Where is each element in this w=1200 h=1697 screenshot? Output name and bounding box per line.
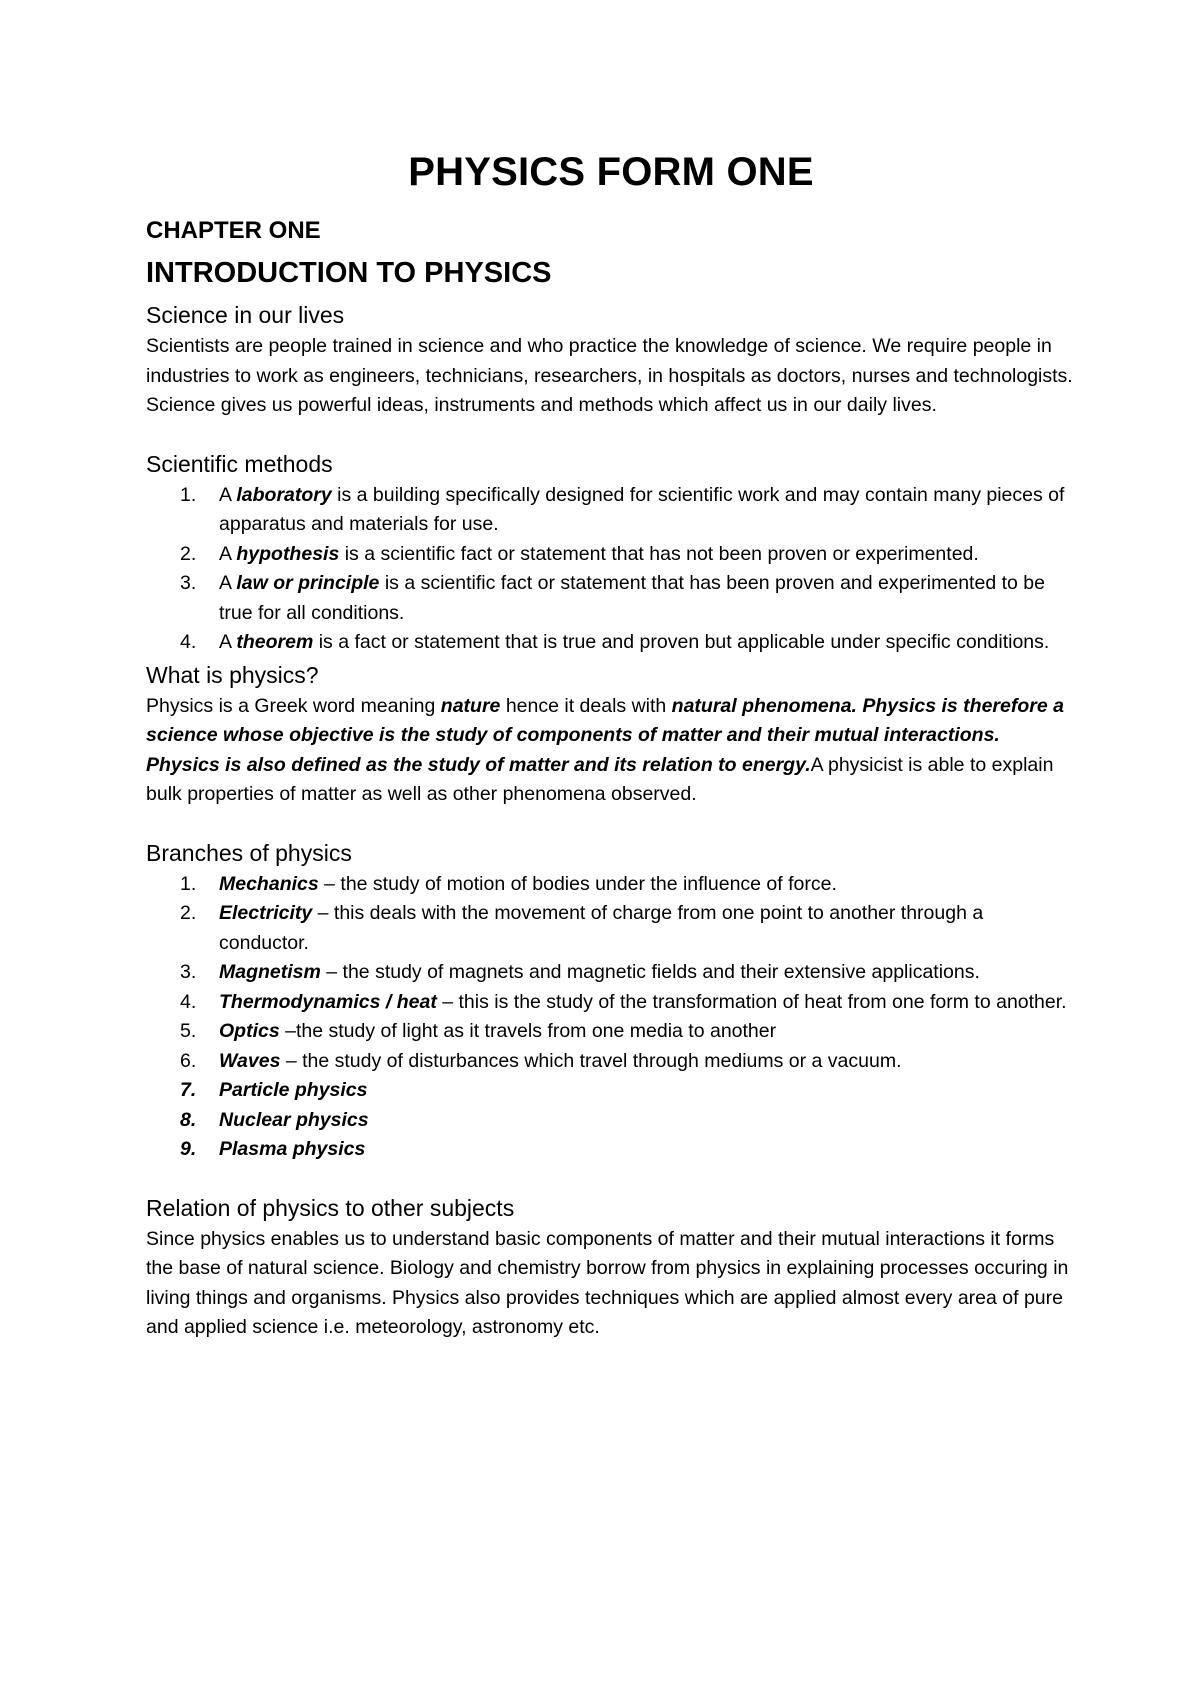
section-heading-what-is-physics: What is physics? <box>146 661 319 688</box>
list-item: 8. Nuclear physics <box>180 1108 369 1131</box>
list-item: 9. Plasma physics <box>180 1138 366 1160</box>
section-heading-branches: Branches of physics <box>146 839 352 866</box>
list-item: 4. Thermodynamics / heat – this is the study of the transformation of heat from one form to another. <box>180 990 1067 1013</box>
list-item: 5. Optics –the study of light as it travels from one media to another <box>180 1020 777 1042</box>
document-page <box>146 150 1076 1343</box>
list-item: 2. A hypothesis is a scientific fact or statement that has not been proven or experimented. <box>180 542 979 565</box>
chapter-title: INTRODUCTION TO PHYSICS <box>146 257 552 289</box>
list-item: 3. Magnetism – the study of magnets and magnetic fields and their extensive applications. <box>180 961 980 983</box>
list-item: 7. Particle physics <box>180 1079 368 1101</box>
section-heading-relation: Relation of physics to other subjects <box>146 1194 515 1221</box>
science-lives-paragraph: Scientists are people trained in science and who practice the knowledge of science. We require people in industries to work as engineers, technicians, researchers, in hospitals as doctors, nurses and technologists. Science gives us powerful ideas, instruments and methods which affect us in our daily lives. <box>146 335 1073 416</box>
list-item: 2. Electricity – this deals with the movement of charge from one point to another through a conductor. <box>180 902 984 954</box>
section-heading-science-lives: Science in our lives <box>146 302 345 328</box>
chapter-label: CHAPTER ONE <box>146 217 321 244</box>
relation-paragraph: Since physics enables us to understand basic components of matter and their mutual interactions it forms the base of natural science. Biology and chemistry borrow from physics in explaining processes occuring in living things and organisms. Physics also provides techniques which are applied almost every area of pure and applied science i.e. meteorology, astronomy etc. <box>146 1227 1069 1338</box>
document-title: PHYSICS FORM ONE <box>408 150 814 194</box>
list-item: 1. A laboratory is a building specifically designed for scientific work and may contain many pieces of apparatus and materials for use. <box>180 483 1065 535</box>
list-item: 4. A theorem is a fact or statement that is true and proven but applicable under specific conditions. <box>180 631 1050 653</box>
what-is-physics-paragraph: Physics is a Greek word meaning nature hence it deals with natural phenomena. Physics is therefore a science whose objective is the study of components of matter and their mutual interactions. Physics is also defined as the study of matter and its relation to energy.A physicist is able to explain bulk properties of matter as well as other phenomena observed. <box>146 694 1064 805</box>
branches-list <box>146 870 1076 1165</box>
section-heading-scientific-methods: Scientific methods <box>146 450 333 477</box>
list-item: 3. A law or principle is a scientific fact or statement that has been proven and experimented to be true for all conditions. <box>180 572 1045 624</box>
list-item: 1. Mechanics – the study of motion of bodies under the influence of force. <box>180 872 837 895</box>
list-item: 6. Waves – the study of disturbances which travel through mediums or a vacuum. <box>180 1049 902 1072</box>
scientific-methods-list <box>146 481 1076 658</box>
